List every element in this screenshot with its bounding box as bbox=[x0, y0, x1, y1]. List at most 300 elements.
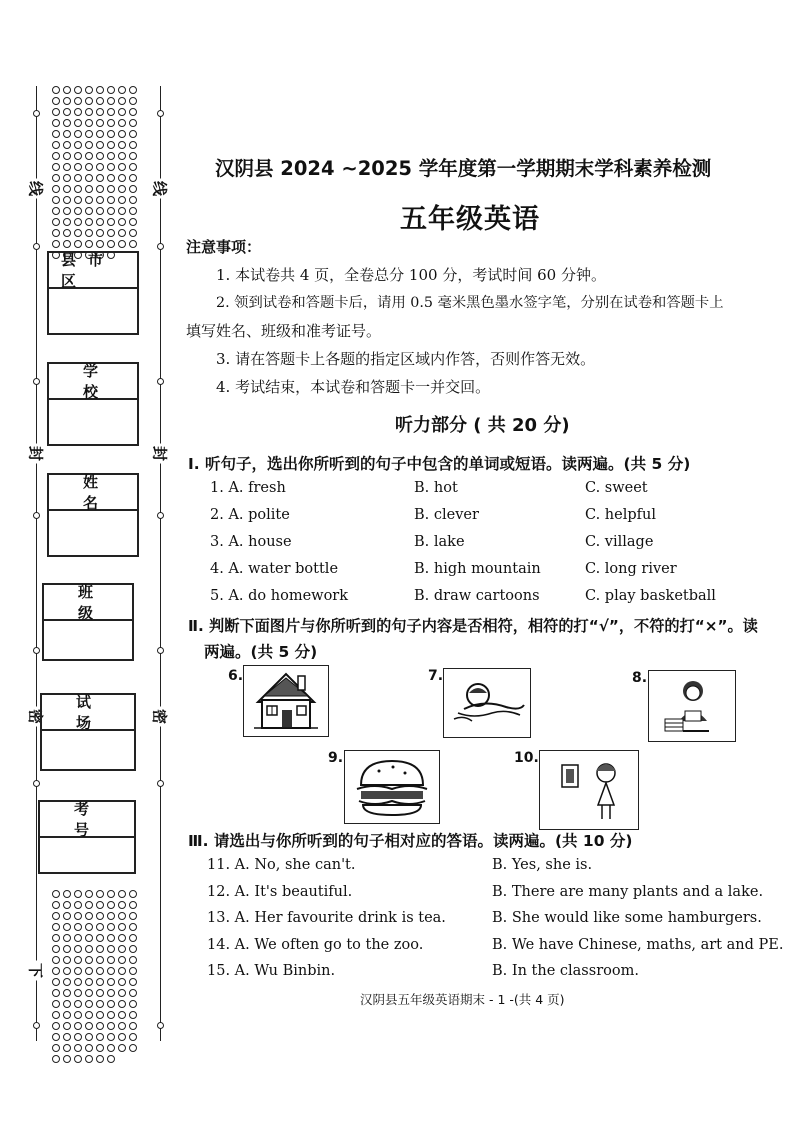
dot-mark bbox=[118, 989, 126, 997]
field-box-school[interactable] bbox=[47, 362, 139, 446]
dot-mark bbox=[63, 174, 71, 182]
dot-mark bbox=[129, 240, 137, 248]
dot-mark bbox=[85, 1011, 93, 1019]
dot-mark bbox=[74, 163, 82, 171]
field-box-name[interactable] bbox=[47, 473, 139, 557]
option-b: B. draw cartoons bbox=[414, 588, 540, 604]
dot-mark bbox=[74, 207, 82, 215]
dot-mark bbox=[52, 229, 60, 237]
dot-mark bbox=[63, 218, 71, 226]
dot-mark bbox=[107, 86, 115, 94]
dot-mark bbox=[107, 108, 115, 116]
dot-mark bbox=[107, 890, 115, 898]
note-item: 3. 请在答题卡上各题的指定区域内作答，否则作答无效。 bbox=[216, 350, 596, 368]
exam-subtitle: 五年级英语 bbox=[400, 204, 540, 235]
dot-mark bbox=[85, 86, 93, 94]
dot-mark bbox=[96, 108, 104, 116]
dot-mark bbox=[63, 108, 71, 116]
dot-mark bbox=[63, 141, 71, 149]
side-label: 线 bbox=[26, 179, 47, 199]
dot-mark bbox=[85, 141, 93, 149]
picture-9 bbox=[344, 750, 440, 824]
dot-mark bbox=[85, 152, 93, 160]
picture-number: 6. bbox=[228, 668, 244, 684]
dot-mark bbox=[107, 1022, 115, 1030]
dot-mark bbox=[52, 174, 60, 182]
picture-number: 10. bbox=[514, 750, 539, 766]
notes-heading: 注意事项： bbox=[186, 238, 262, 256]
picture-7 bbox=[443, 668, 531, 738]
dot-mark bbox=[118, 945, 126, 953]
dot-mark bbox=[129, 1011, 137, 1019]
dot-mark bbox=[85, 185, 93, 193]
dot-mark bbox=[63, 989, 71, 997]
picture-number: 9. bbox=[328, 750, 344, 766]
dot-mark bbox=[63, 130, 71, 138]
dot-mark bbox=[129, 185, 137, 193]
dot-mark bbox=[74, 240, 82, 248]
ring-marker bbox=[33, 647, 40, 654]
dot-mark bbox=[63, 207, 71, 215]
dot-mark bbox=[85, 1055, 93, 1063]
dot-mark bbox=[118, 1033, 126, 1041]
ring-marker bbox=[33, 1022, 40, 1029]
dot-mark bbox=[96, 185, 104, 193]
dot-mark bbox=[85, 912, 93, 920]
dot-mark bbox=[52, 119, 60, 127]
option-c: C. long river bbox=[585, 561, 677, 577]
dot-mark bbox=[118, 1011, 126, 1019]
dot-mark bbox=[96, 967, 104, 975]
dot-mark bbox=[52, 1011, 60, 1019]
dot-mark bbox=[74, 967, 82, 975]
answer-a: 11. A. No, she can't. bbox=[207, 857, 356, 873]
dot-mark bbox=[74, 185, 82, 193]
dot-mark bbox=[107, 1033, 115, 1041]
dot-mark bbox=[74, 945, 82, 953]
dot-mark bbox=[63, 152, 71, 160]
dot-mark bbox=[63, 901, 71, 909]
dot-mark bbox=[85, 97, 93, 105]
dot-mark bbox=[129, 934, 137, 942]
dot-mark bbox=[85, 196, 93, 204]
dot-mark bbox=[118, 141, 126, 149]
dot-mark bbox=[118, 174, 126, 182]
dot-mark bbox=[129, 229, 137, 237]
dot-mark bbox=[129, 163, 137, 171]
dot-mark bbox=[129, 130, 137, 138]
dot-mark bbox=[107, 119, 115, 127]
dot-mark bbox=[96, 1044, 104, 1052]
option-a: 4. A. water bottle bbox=[210, 561, 339, 577]
field-label: 县市区 bbox=[49, 253, 137, 289]
dot-mark bbox=[96, 923, 104, 931]
dot-mark bbox=[74, 196, 82, 204]
dot-mark bbox=[52, 130, 60, 138]
field-box-class[interactable] bbox=[42, 583, 134, 661]
dot-mark bbox=[63, 1011, 71, 1019]
dot-mark bbox=[96, 989, 104, 997]
field-box-county[interactable] bbox=[47, 251, 139, 335]
answer-a: 13. A. Her favourite drink is tea. bbox=[207, 910, 446, 926]
dot-mark bbox=[74, 912, 82, 920]
listening-heading: 听力部分 ( 共 20 分) bbox=[395, 415, 570, 436]
dot-mark bbox=[74, 923, 82, 931]
dot-mark bbox=[107, 141, 115, 149]
ring-marker bbox=[157, 243, 164, 250]
dot-mark bbox=[107, 163, 115, 171]
dot-mark bbox=[107, 207, 115, 215]
dot-mark bbox=[107, 978, 115, 986]
dot-mark bbox=[52, 108, 60, 116]
dot-mark bbox=[63, 890, 71, 898]
dot-mark bbox=[96, 152, 104, 160]
dot-mark bbox=[85, 923, 93, 931]
ring-marker bbox=[33, 110, 40, 117]
dot-mark bbox=[118, 86, 126, 94]
dot-mark bbox=[118, 1022, 126, 1030]
dot-mark bbox=[107, 218, 115, 226]
dot-mark bbox=[107, 130, 115, 138]
dot-mark bbox=[74, 890, 82, 898]
ring-marker bbox=[157, 512, 164, 519]
ring-marker bbox=[157, 647, 164, 654]
dot-mark bbox=[63, 1022, 71, 1030]
dot-mark bbox=[52, 1044, 60, 1052]
dot-mark bbox=[118, 97, 126, 105]
dot-mark bbox=[129, 141, 137, 149]
picture-number: 8. bbox=[632, 670, 648, 686]
dot-mark bbox=[63, 229, 71, 237]
picture-8 bbox=[648, 670, 736, 742]
part3-instruction: Ⅲ. 请选出与你所听到的句子相对应的答语。读两遍。(共 10 分) bbox=[188, 832, 633, 850]
dot-mark bbox=[96, 86, 104, 94]
dot-mark bbox=[96, 912, 104, 920]
dot-mark bbox=[85, 890, 93, 898]
dot-mark bbox=[52, 152, 60, 160]
dot-mark bbox=[129, 890, 137, 898]
dot-mark bbox=[107, 967, 115, 975]
swimmer-icon bbox=[444, 669, 530, 737]
dot-mark bbox=[63, 1044, 71, 1052]
option-a: 5. A. do homework bbox=[210, 588, 349, 604]
dot-mark bbox=[52, 240, 60, 248]
option-c: C. helpful bbox=[585, 507, 656, 523]
dot-mark bbox=[129, 108, 137, 116]
dot-mark bbox=[129, 989, 137, 997]
note-item: 4. 考试结束，本试卷和答题卡一并交回。 bbox=[216, 378, 491, 396]
dot-mark bbox=[96, 945, 104, 953]
note-item: 2. 领到试卷和答题卡后，请用 0.5 毫米黑色墨水签字笔，分别在试卷和答题卡上 bbox=[216, 295, 724, 311]
hamburger-icon bbox=[345, 751, 439, 823]
dot-mark bbox=[118, 1000, 126, 1008]
dot-mark bbox=[63, 86, 71, 94]
side-label: 封 bbox=[150, 444, 171, 464]
dot-mark bbox=[118, 934, 126, 942]
dot-mark bbox=[63, 912, 71, 920]
girl-with-picture-icon bbox=[540, 751, 638, 829]
dot-mark bbox=[52, 207, 60, 215]
page-footer: 汉阴县五年级英语期末 - 1 -(共 4 页) bbox=[360, 992, 565, 1007]
dot-mark bbox=[118, 108, 126, 116]
option-b: B. clever bbox=[414, 507, 479, 523]
dot-mark bbox=[107, 1000, 115, 1008]
dot-mark bbox=[129, 956, 137, 964]
dot-mark bbox=[118, 229, 126, 237]
field-label: 姓名 bbox=[49, 475, 137, 511]
dot-mark bbox=[52, 1055, 60, 1063]
option-b: B. lake bbox=[414, 534, 465, 550]
side-label: 线 bbox=[150, 179, 171, 199]
part1-instruction: Ⅰ. 听句子，选出你所听到的句子中包含的单词或短语。读两遍。(共 5 分) bbox=[188, 455, 691, 473]
picture-6 bbox=[243, 665, 329, 737]
dot-mark bbox=[118, 890, 126, 898]
dot-mark bbox=[85, 967, 93, 975]
option-c: C. village bbox=[585, 534, 654, 550]
dot-mark bbox=[96, 207, 104, 215]
dot-mark bbox=[129, 978, 137, 986]
dot-mark bbox=[74, 141, 82, 149]
ring-marker bbox=[157, 780, 164, 787]
dot-mark bbox=[85, 901, 93, 909]
answer-b: B. There are many plants and a lake. bbox=[492, 884, 764, 900]
field-box-exam-room[interactable] bbox=[40, 693, 136, 771]
dot-mark bbox=[129, 1000, 137, 1008]
dot-mark bbox=[118, 967, 126, 975]
dot-mark bbox=[118, 978, 126, 986]
dot-mark bbox=[63, 967, 71, 975]
option-a: 2. A. polite bbox=[210, 507, 290, 523]
dot-mark bbox=[63, 240, 71, 248]
answer-b: B. In the classroom. bbox=[492, 963, 639, 979]
dot-mark bbox=[52, 912, 60, 920]
option-c: C. sweet bbox=[585, 480, 648, 496]
ring-marker bbox=[33, 243, 40, 250]
dot-mark bbox=[85, 1044, 93, 1052]
dot-mark bbox=[107, 185, 115, 193]
dot-mark bbox=[52, 163, 60, 171]
dot-mark bbox=[96, 1011, 104, 1019]
ring-marker bbox=[33, 378, 40, 385]
dot-mark bbox=[85, 1022, 93, 1030]
dot-mark bbox=[96, 1022, 104, 1030]
cut-line-right bbox=[160, 86, 161, 1041]
dot-mark bbox=[74, 152, 82, 160]
side-label: 封 bbox=[26, 444, 47, 464]
dot-mark bbox=[107, 956, 115, 964]
reading-girl-icon bbox=[649, 671, 735, 741]
dot-mark bbox=[107, 229, 115, 237]
dot-mark bbox=[118, 923, 126, 931]
dot-pattern-top bbox=[52, 86, 144, 259]
dot-mark bbox=[118, 912, 126, 920]
dot-mark bbox=[96, 141, 104, 149]
dot-mark bbox=[118, 163, 126, 171]
dot-mark bbox=[52, 901, 60, 909]
side-label: 下 bbox=[26, 961, 47, 981]
dot-mark bbox=[129, 1044, 137, 1052]
answer-b: B. She would like some hamburgers. bbox=[492, 910, 762, 926]
dot-mark bbox=[74, 130, 82, 138]
dot-mark bbox=[63, 1033, 71, 1041]
dot-mark bbox=[63, 185, 71, 193]
dot-mark bbox=[74, 1022, 82, 1030]
dot-mark bbox=[96, 890, 104, 898]
side-label: 密 bbox=[150, 707, 171, 727]
dot-mark bbox=[96, 1033, 104, 1041]
dot-mark bbox=[118, 1044, 126, 1052]
note-item: 1. 本试卷共 4 页，全卷总分 100 分，考试时间 60 分钟。 bbox=[216, 266, 606, 284]
dot-mark bbox=[118, 130, 126, 138]
dot-mark bbox=[85, 945, 93, 953]
dot-mark bbox=[52, 956, 60, 964]
dot-mark bbox=[63, 923, 71, 931]
dot-mark bbox=[96, 901, 104, 909]
ring-marker bbox=[33, 780, 40, 787]
dot-mark bbox=[107, 912, 115, 920]
dot-mark bbox=[129, 207, 137, 215]
dot-mark bbox=[63, 934, 71, 942]
dot-mark bbox=[107, 152, 115, 160]
dot-mark bbox=[52, 989, 60, 997]
dot-mark bbox=[52, 86, 60, 94]
dot-mark bbox=[63, 196, 71, 204]
dot-mark bbox=[129, 152, 137, 160]
dot-mark bbox=[52, 141, 60, 149]
dot-mark bbox=[52, 1000, 60, 1008]
dot-mark bbox=[107, 901, 115, 909]
dot-mark bbox=[74, 989, 82, 997]
dot-mark bbox=[107, 945, 115, 953]
dot-mark bbox=[96, 229, 104, 237]
dot-mark bbox=[129, 901, 137, 909]
dot-mark bbox=[52, 890, 60, 898]
dot-mark bbox=[107, 196, 115, 204]
option-a: 3. A. house bbox=[210, 534, 292, 550]
dot-mark bbox=[129, 86, 137, 94]
dot-mark bbox=[96, 934, 104, 942]
part2-instruction-cont: 两遍。(共 5 分) bbox=[204, 643, 318, 661]
dot-mark bbox=[107, 174, 115, 182]
dot-mark bbox=[129, 218, 137, 226]
answer-a: 15. A. Wu Binbin. bbox=[207, 963, 336, 979]
house-icon bbox=[244, 666, 328, 736]
dot-mark bbox=[85, 1000, 93, 1008]
answer-b: B. We have Chinese, maths, art and PE. bbox=[492, 937, 784, 953]
dot-mark bbox=[118, 218, 126, 226]
dot-mark bbox=[74, 86, 82, 94]
dot-mark bbox=[85, 956, 93, 964]
dot-mark bbox=[107, 1044, 115, 1052]
dot-mark bbox=[74, 97, 82, 105]
dot-mark bbox=[96, 1000, 104, 1008]
dot-mark bbox=[52, 934, 60, 942]
dot-mark bbox=[118, 152, 126, 160]
dot-mark bbox=[52, 218, 60, 226]
dot-mark bbox=[85, 207, 93, 215]
option-b: B. hot bbox=[414, 480, 458, 496]
dot-mark bbox=[96, 196, 104, 204]
dot-mark bbox=[74, 978, 82, 986]
dot-mark bbox=[85, 163, 93, 171]
field-label: 考号 bbox=[40, 802, 134, 838]
dot-mark bbox=[85, 229, 93, 237]
dot-mark bbox=[129, 119, 137, 127]
dot-mark bbox=[74, 174, 82, 182]
dot-mark bbox=[63, 1055, 71, 1063]
dot-mark bbox=[129, 967, 137, 975]
dot-mark bbox=[74, 1033, 82, 1041]
ring-marker bbox=[157, 110, 164, 117]
dot-mark bbox=[96, 119, 104, 127]
dot-mark bbox=[129, 1033, 137, 1041]
ring-marker bbox=[33, 512, 40, 519]
dot-mark bbox=[129, 912, 137, 920]
dot-mark bbox=[96, 978, 104, 986]
dot-mark bbox=[107, 989, 115, 997]
dot-mark bbox=[118, 901, 126, 909]
field-label: 班级 bbox=[44, 585, 132, 621]
dot-mark bbox=[74, 1044, 82, 1052]
picture-number: 7. bbox=[428, 668, 444, 684]
dot-mark bbox=[85, 119, 93, 127]
dot-mark bbox=[129, 945, 137, 953]
field-box-exam-number[interactable] bbox=[38, 800, 136, 874]
part2-instruction: Ⅱ. 判断下面图片与你所听到的句子内容是否相符，相符的打“√”，不符的打“×”。读 bbox=[188, 617, 758, 635]
dot-mark bbox=[96, 163, 104, 171]
dot-pattern-bottom bbox=[52, 890, 144, 1063]
dot-mark bbox=[63, 97, 71, 105]
dot-mark bbox=[118, 240, 126, 248]
ring-marker bbox=[157, 1022, 164, 1029]
dot-mark bbox=[96, 1055, 104, 1063]
cut-line-left bbox=[36, 86, 37, 1041]
dot-mark bbox=[96, 130, 104, 138]
dot-mark bbox=[107, 240, 115, 248]
dot-mark bbox=[74, 108, 82, 116]
dot-mark bbox=[107, 934, 115, 942]
dot-mark bbox=[118, 207, 126, 215]
dot-mark bbox=[85, 934, 93, 942]
dot-mark bbox=[52, 978, 60, 986]
dot-mark bbox=[74, 218, 82, 226]
picture-10 bbox=[539, 750, 639, 830]
dot-mark bbox=[118, 956, 126, 964]
answer-b: B. Yes, she is. bbox=[492, 857, 593, 873]
dot-mark bbox=[74, 1000, 82, 1008]
dot-mark bbox=[74, 1055, 82, 1063]
dot-mark bbox=[129, 923, 137, 931]
answer-a: 12. A. It's beautiful. bbox=[207, 884, 353, 900]
dot-mark bbox=[85, 989, 93, 997]
dot-mark bbox=[63, 945, 71, 953]
exam-title: 汉阴县 2024 ~2025 学年度第一学期期末学科素养检测 bbox=[215, 157, 712, 180]
dot-mark bbox=[52, 97, 60, 105]
dot-mark bbox=[118, 196, 126, 204]
option-c: C. play basketball bbox=[585, 588, 716, 604]
dot-mark bbox=[52, 967, 60, 975]
side-label: 密 bbox=[26, 707, 47, 727]
dot-mark bbox=[107, 923, 115, 931]
dot-mark bbox=[85, 174, 93, 182]
dot-mark bbox=[74, 934, 82, 942]
dot-mark bbox=[85, 240, 93, 248]
dot-mark bbox=[74, 956, 82, 964]
dot-mark bbox=[118, 119, 126, 127]
dot-mark bbox=[96, 240, 104, 248]
dot-mark bbox=[96, 956, 104, 964]
dot-mark bbox=[107, 97, 115, 105]
